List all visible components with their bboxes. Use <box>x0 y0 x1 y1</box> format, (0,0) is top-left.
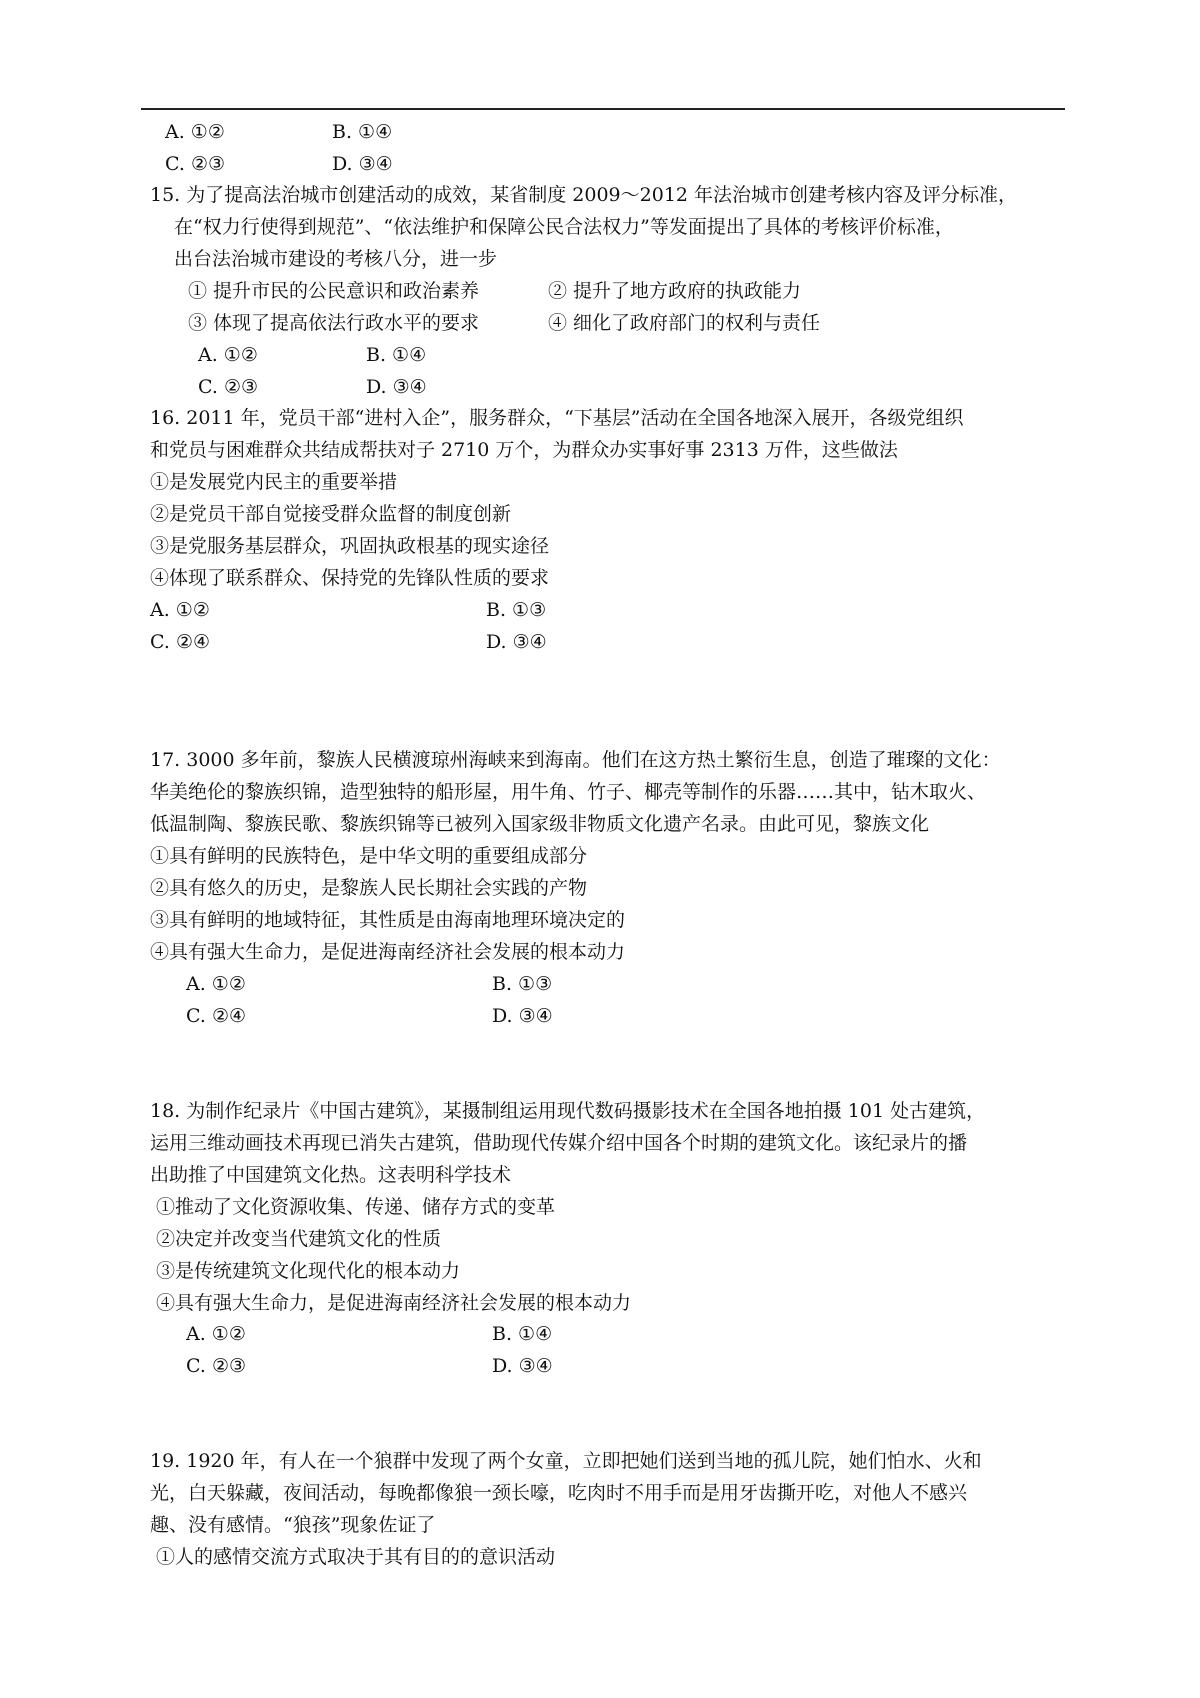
option-a: A. ①② <box>150 599 210 621</box>
option-a: A. ①② <box>198 344 258 366</box>
header-rule <box>141 108 1065 110</box>
question-stem-line: 18. 为制作纪录片《中国古建筑》，某摄制组运用现代数码摄影技术在全国各地拍摄 101 处古建筑， <box>150 1100 986 1122</box>
statement-2: ②决定并改变当代建筑文化的性质 <box>156 1228 442 1250</box>
option-c: C. ②③ <box>198 376 259 398</box>
question-stem-line: 华美绝伦的黎族织锦，造型独特的船形屋，用牛角、竹子、椰壳等制作的乐器……其中，钻木取火、 <box>150 781 987 803</box>
option-b: B. ①③ <box>486 599 547 621</box>
statement-1: ①人的感情交流方式取决于其有目的的意识活动 <box>156 1546 556 1568</box>
statement-3: ③具有鲜明的地域特征，其性质是由海南地理环境决定的 <box>150 909 626 931</box>
question-stem-line: 出台法治城市建设的考核八分，进一步 <box>174 248 498 270</box>
question-stem-line: 16. 2011 年，党员干部“进村入企”，服务群众，“下基层”活动在全国各地深入展开，各级党组织 <box>150 407 964 429</box>
statement-2: ②是党员干部自觉接受群众监督的制度创新 <box>150 503 512 525</box>
question-stem-line: 光，白天躲藏，夜间活动，每晚都像狼一颈长嚎，吃肉时不用手而是用牙齿撕开吃，对他人不感兴 <box>150 1482 968 1504</box>
option-d: D. ③④ <box>492 1355 553 1377</box>
statement-3: ③是传统建筑文化现代化的根本动力 <box>156 1260 461 1282</box>
option-c: C. ②③ <box>186 1355 247 1377</box>
statement-2: ② 提升了地方政府的执政能力 <box>548 280 802 302</box>
option-c: C. ②③ <box>165 153 226 175</box>
statement-4: ④ 细化了政府部门的权利与责任 <box>548 312 821 334</box>
question-stem-line: 低温制陶、黎族民歌、黎族织锦等已被列入国家级非物质文化遗产名录。由此可见，黎族文化 <box>150 813 930 835</box>
option-a: A. ①② <box>186 973 246 995</box>
statement-2: ②具有悠久的历史，是黎族人民长期社会实践的产物 <box>150 877 588 899</box>
option-b: B. ①④ <box>332 121 393 143</box>
question-stem-line: 趣、没有感情。“狼孩”现象佐证了 <box>150 1514 436 1536</box>
statement-3: ③是党服务基层群众，巩固执政根基的现实途径 <box>150 535 550 557</box>
statement-1: ①具有鲜明的民族特色，是中华文明的重要组成部分 <box>150 845 588 867</box>
option-a: A. ①② <box>186 1323 246 1345</box>
question-stem-line: 15. 为了提高法治城市创建活动的成效，某省制度 2009～2012 年法治城市创建考核内容及评分标准， <box>150 184 1018 206</box>
option-b: B. ①④ <box>492 1323 553 1345</box>
statement-3: ③ 体现了提高依法行政水平的要求 <box>188 312 480 334</box>
option-c: C. ②④ <box>150 631 211 653</box>
statement-1: ①是发展党内民主的重要举措 <box>150 471 398 493</box>
statement-4: ④具有强大生命力，是促进海南经济社会发展的根本动力 <box>156 1292 632 1314</box>
option-d: D. ③④ <box>332 153 393 175</box>
statement-1: ①推动了文化资源收集、传递、储存方式的变革 <box>156 1196 556 1218</box>
question-stem-line: 在“权力行使得到规范”、“依法维护和保障公民合法权力”等发面提出了具体的考核评价标准， <box>174 216 954 238</box>
question-stem-line: 19. 1920 年，有人在一个狼群中发现了两个女童，立即把她们送到当地的孤儿院，她们怕水、火和 <box>150 1450 982 1472</box>
question-stem-line: 出助推了中国建筑文化热。这表明科学技术 <box>150 1164 512 1186</box>
statement-4: ④具有强大生命力，是促进海南经济社会发展的根本动力 <box>150 941 626 963</box>
question-stem-line: 17. 3000 多年前，黎族人民横渡琼州海峡来到海南。他们在这方热土繁衍生息，创造了璀璨的文化： <box>150 749 1001 771</box>
question-stem-line: 和党员与困难群众共结成帮扶对子 2710 万个，为群众办实事好事 2313 万件，这些做法 <box>150 439 898 461</box>
option-a: A. ①② <box>165 121 225 143</box>
question-stem-line: 运用三维动画技术再现已消失古建筑，借助现代传媒介绍中国各个时期的建筑文化。该纪录片的播 <box>150 1132 968 1154</box>
option-d: D. ③④ <box>486 631 547 653</box>
option-d: D. ③④ <box>366 376 427 398</box>
option-d: D. ③④ <box>492 1005 553 1027</box>
statement-1: ① 提升市民的公民意识和政治素养 <box>188 280 480 302</box>
option-b: B. ①③ <box>492 973 553 995</box>
option-c: C. ②④ <box>186 1005 247 1027</box>
statement-4: ④体现了联系群众、保持党的先锋队性质的要求 <box>150 567 550 589</box>
option-b: B. ①④ <box>366 344 427 366</box>
